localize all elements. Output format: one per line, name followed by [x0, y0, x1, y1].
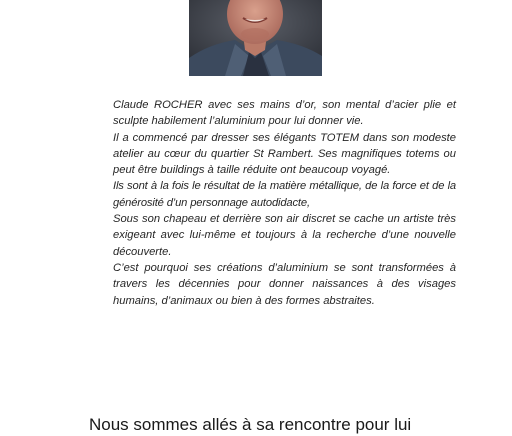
interview-intro: Nous sommes allés à sa rencontre pour lui [89, 415, 412, 434]
bio-paragraph: Sous son chapeau et derrière son air discret se cache un artiste très exigeant avec lui-même et toujours à la recherche d’une nouvelle découverte. [113, 213, 456, 258]
bio-paragraph: C’est pourquoi ses créations d’aluminium se sont transformées à travers les décennies pour donner naissances à des visages humains, d’animaux ou bien à des formes abstraites. [113, 261, 456, 307]
bio-paragraph: Ils sont à la fois le résultat de la matière métallique, de la force et de la générosité d’un personnage autodidacte, [113, 180, 456, 209]
person-photo-icon [189, 0, 322, 76]
artist-biography [113, 97, 456, 309]
bio-paragraph: Claude ROCHER avec ses mains d’or, son mental d’acier plie et sculpte habilement l’aluminium pour lui donner vie. [113, 99, 456, 128]
portrait-photo [189, 0, 322, 76]
bio-paragraph: Il a commencé par dresser ses élégants TOTEM dans son modeste atelier au cœur du quartier St Rambert. Ses magnifiques totems ou peut être buildings à taille réduite ont beaucoup voyagé. [113, 131, 456, 177]
